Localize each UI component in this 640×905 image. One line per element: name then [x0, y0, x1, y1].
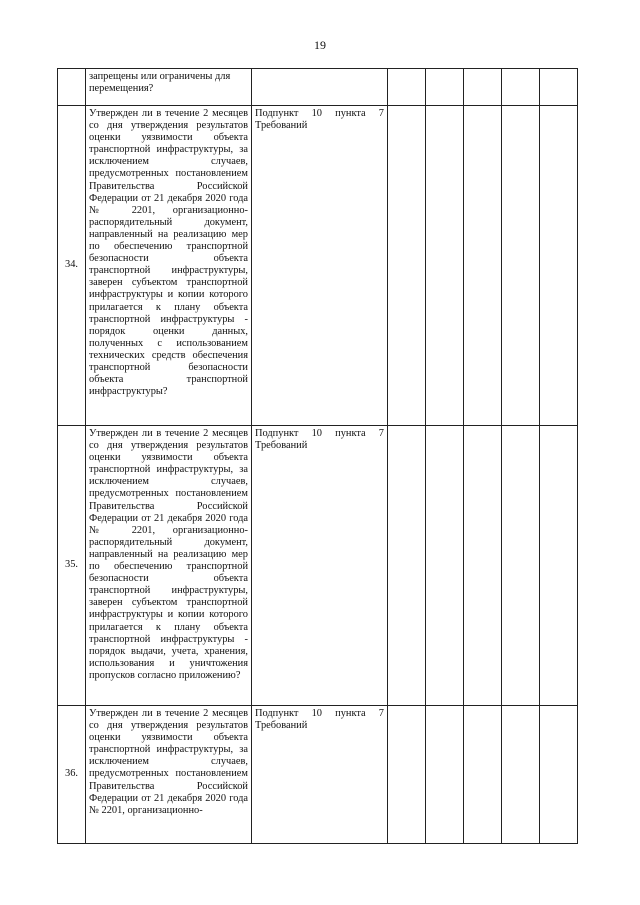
reference-word: пункта — [335, 708, 366, 719]
table-row — [58, 426, 578, 706]
empty-cell — [540, 706, 578, 844]
reference-line: Требований — [255, 720, 308, 732]
question-text: Утвержден ли в течение 2 месяцев со дня утверждения результатов оценки уязвимости объекта транспортной инфраструктуры, за исключением случаев, предусмотренных постановлением Правительства Российской Федерации от 21 декабря 2020 года № 2201, организационно-распорядительный документ, направленный на реализацию мер по обеспечению транспортной безопасности объекта транспортной инфраструктуры, заверен субъектом транспортной инфраструктуры и копии которого прилагается к плану объекта транспортной инфраструктуры - порядок оценки данных, полученных с использованием технических средств обеспечения транспортной безопасности объекта транспортной инфраструктуры? — [89, 108, 248, 398]
empty-cell — [388, 106, 426, 426]
reference-line — [255, 108, 384, 120]
empty-cell — [426, 426, 464, 706]
empty-cell — [502, 69, 540, 106]
empty-cell — [426, 706, 464, 844]
reference-word: Подпункт — [255, 428, 299, 439]
reference-line — [255, 708, 384, 720]
reference-line: Требований — [255, 440, 308, 452]
empty-cell — [540, 69, 578, 106]
question-text: Утвержден ли в течение 2 месяцев со дня утверждения результатов оценки уязвимости объекта транспортной инфраструктуры, за исключением случаев, предусмотренных постановлением Правительства Российской Федерации от 21 декабря 2020 года № 2201, организационно-распорядительный документ, направленный на реализацию мер по обеспечению транспортной безопасности объекта транспортной инфраструктуры, заверен субъектом транспортной инфраструктуры и копии которого прилагается к плану объекта транспортной инфраструктуры - порядок выдачи, учета, хранения, использования и уничтожения пропусков согласно приложению? — [89, 428, 248, 681]
empty-cell — [464, 426, 502, 706]
question-text: запрещены или ограничены для перемещения? — [89, 71, 231, 95]
reference-line: Требований — [255, 120, 308, 132]
row-number: 34. — [58, 106, 86, 426]
question-cell — [86, 69, 252, 106]
reference-word: 10 — [311, 428, 322, 439]
question-cell — [86, 426, 252, 706]
page-number: 19 — [314, 38, 326, 52]
reference-word: 7 — [378, 708, 384, 719]
checklist-table — [57, 68, 578, 844]
empty-cell — [502, 106, 540, 426]
reference-word: 10 — [311, 708, 322, 719]
empty-cell — [426, 106, 464, 426]
row-number: 36. — [58, 706, 86, 844]
empty-cell — [426, 69, 464, 106]
question-text: Утвержден ли в течение 2 месяцев со дня утверждения результатов оценки уязвимости объекта транспортной инфраструктуры, за исключением случаев, предусмотренных постановлением Правительства Российской Федерации от 21 декабря 2020 года № 2201, организационно- — [89, 708, 248, 816]
reference-cell — [252, 106, 388, 426]
empty-cell — [388, 69, 426, 106]
reference-word: Подпункт — [255, 708, 299, 719]
empty-cell — [388, 706, 426, 844]
empty-cell — [464, 69, 502, 106]
reference-cell — [252, 426, 388, 706]
row-number: 35. — [58, 426, 86, 706]
question-cell — [86, 706, 252, 844]
reference-cell — [252, 706, 388, 844]
empty-cell — [502, 706, 540, 844]
reference-word: пункта — [335, 428, 366, 439]
reference-word: 10 — [311, 108, 322, 119]
reference-word: пункта — [335, 108, 366, 119]
reference-cell — [252, 69, 388, 106]
table-row — [58, 706, 578, 844]
question-cell — [86, 106, 252, 426]
reference-line — [255, 428, 384, 440]
row-number — [58, 69, 86, 106]
table-row — [58, 106, 578, 426]
table-row — [58, 69, 578, 106]
empty-cell — [540, 426, 578, 706]
reference-word: 7 — [378, 428, 384, 439]
empty-cell — [464, 106, 502, 426]
empty-cell — [502, 426, 540, 706]
empty-cell — [464, 706, 502, 844]
empty-cell — [540, 106, 578, 426]
reference-word: Подпункт — [255, 108, 299, 119]
reference-word: 7 — [378, 108, 384, 119]
empty-cell — [388, 426, 426, 706]
